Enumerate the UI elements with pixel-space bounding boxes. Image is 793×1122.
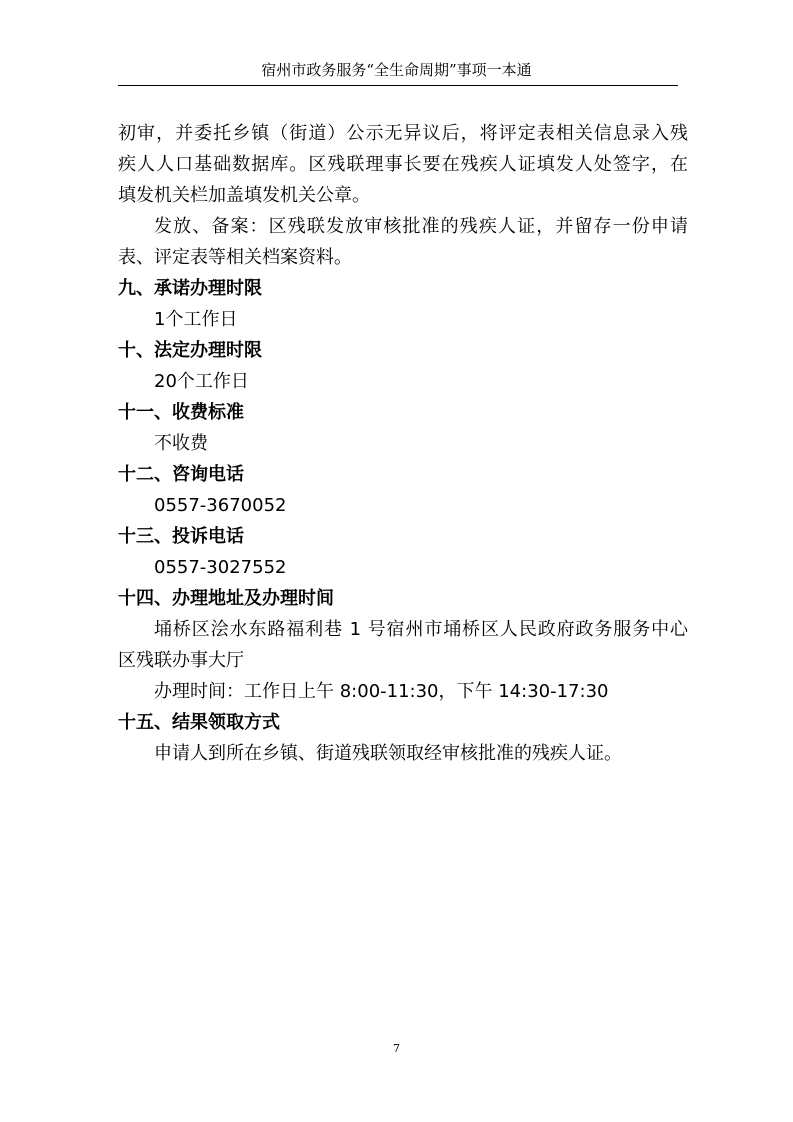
body-line: 发放、备案：区残联发放审核批准的残疾人证，并留存一份申请 <box>154 216 688 237</box>
section-heading-consult-phone: 十二、咨询电话 <box>118 464 244 485</box>
section-value: 申请人到所在乡镇、街道残联领取经审核批准的残疾人证。 <box>154 743 622 764</box>
section-value: 不收费 <box>154 433 208 454</box>
office-address: 区残联办事大厅 <box>118 650 244 671</box>
header-rule <box>118 85 678 86</box>
complaint-phone-number: 0557-3027552 <box>154 557 287 578</box>
consult-phone-number: 0557-3670052 <box>154 495 287 516</box>
document-body <box>118 118 688 769</box>
section-heading-fees: 十一、收费标准 <box>118 402 244 423</box>
office-hours: 办理时间：工作日上午 8:00-11:30，下午 14:30-17:30 <box>154 681 609 702</box>
running-header: 宿州市政务服务“全生命周期”事项一本通 <box>261 61 532 79</box>
section-value: 1个工作日 <box>154 309 238 330</box>
page-number: 7 <box>393 1042 400 1055</box>
body-line: 初审，并委托乡镇（街道）公示无异议后，将评定表相关信息录入残 <box>118 123 688 144</box>
section-heading-complaint-phone: 十三、投诉电话 <box>118 526 244 547</box>
body-line: 表、评定表等相关档案资料。 <box>118 247 352 268</box>
section-value: 20个工作日 <box>154 371 249 392</box>
body-line: 疾人人口基础数据库。区残联理事长要在残疾人证填发人处签字，在 <box>118 154 688 175</box>
section-heading-legal-time: 十、法定办理时限 <box>118 340 262 361</box>
section-heading-address-hours: 十四、办理地址及办理时间 <box>118 588 334 609</box>
section-heading-result-collection: 十五、结果领取方式 <box>118 712 280 733</box>
section-heading-commitment-time: 九、承诺办理时限 <box>118 278 262 299</box>
body-line: 填发机关栏加盖填发机关公章。 <box>118 185 370 206</box>
office-address: 埇桥区浍水东路福利巷 1 号宿州市埇桥区人民政府政务服务中心 <box>154 619 688 640</box>
